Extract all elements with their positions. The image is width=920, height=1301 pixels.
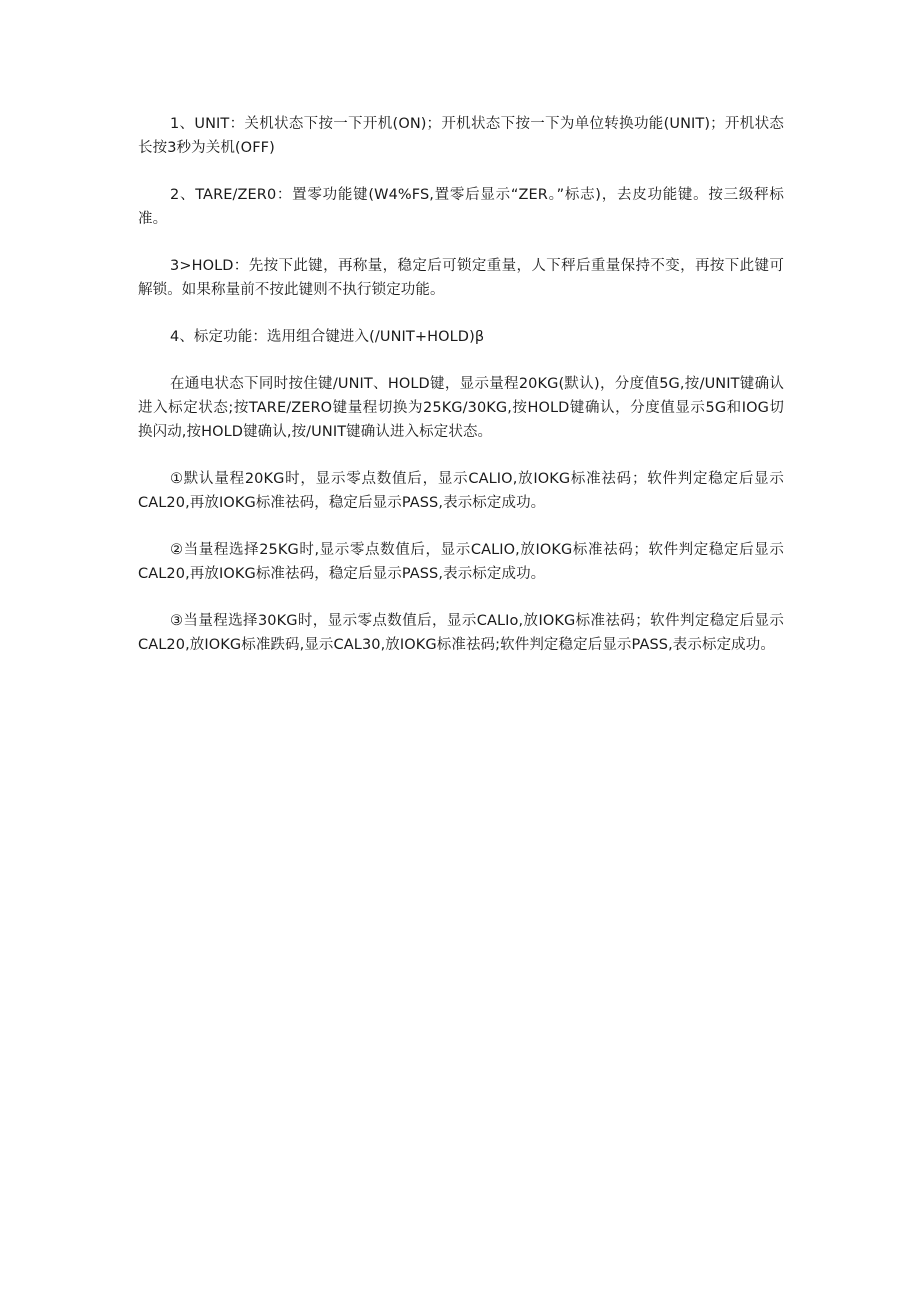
paragraph-range-25kg: ②当量程选择25KG时,显示零点数值后，显示CALIO,放IOKG标准祛码；软件判定稳定后显示CAL20,再放IOKG标准祛码，稳定后显示PASS,表示标定成功。 [138, 542, 784, 582]
paragraph-calibration-heading: 4、标定功能：选用组合键进入(∕UNIT+HOLD)β [170, 329, 485, 345]
paragraph-tare-zero-key: 2、TARE/ZER0：置零功能键(W4%FS,置零后显示“ZER。”标志)，去皮功能键。按三级秤标准。 [138, 187, 784, 227]
paragraph-hold-key: 3>HOLD：先按下此键，再称量，稳定后可锁定重量，人下秤后重量保持不变，再按下此键可解锁。如果称量前不按此键则不执行锁定功能。 [138, 258, 784, 298]
paragraph-unit-key: 1、UNIT：关机状态下按一下开机(ON)；开机状态下按一下为单位转换功能(UNIT)；开机状态长按3秒为关机(OFF) [138, 116, 784, 156]
paragraph-range-30kg: ③当量程选择30KG时，显示零点数值后，显示CALIo,放IOKG标准祛码；软件判定稳定后显示CAL20,放IOKG标准跌码,显示CAL30,放IOKG标准祛码;软件判定稳定后显示PASS,表示标定成功。 [138, 613, 784, 653]
document-body [138, 112, 784, 680]
paragraph-calibration-procedure: 在通电状态下同时按住键/UNIT、HOLD键，显示量程20KG(默认)，分度值5G,按/UNIT键确认进入标定状态;按TARE/ZERO键量程切换为25KG/30KG,按HOLD键确认，分度值显示5G和IOG切换闪动,按HOLD键确认,按/UNIT键确认进入标定状态。 [138, 376, 784, 440]
paragraph-range-20kg: ①默认量程20KG时，显示零点数值后，显示CALIO,放IOKG标准祛码；软件判定稳定后显示CAL20,再放IOKG标准祛码，稳定后显示PASS,表示标定成功。 [138, 471, 784, 511]
